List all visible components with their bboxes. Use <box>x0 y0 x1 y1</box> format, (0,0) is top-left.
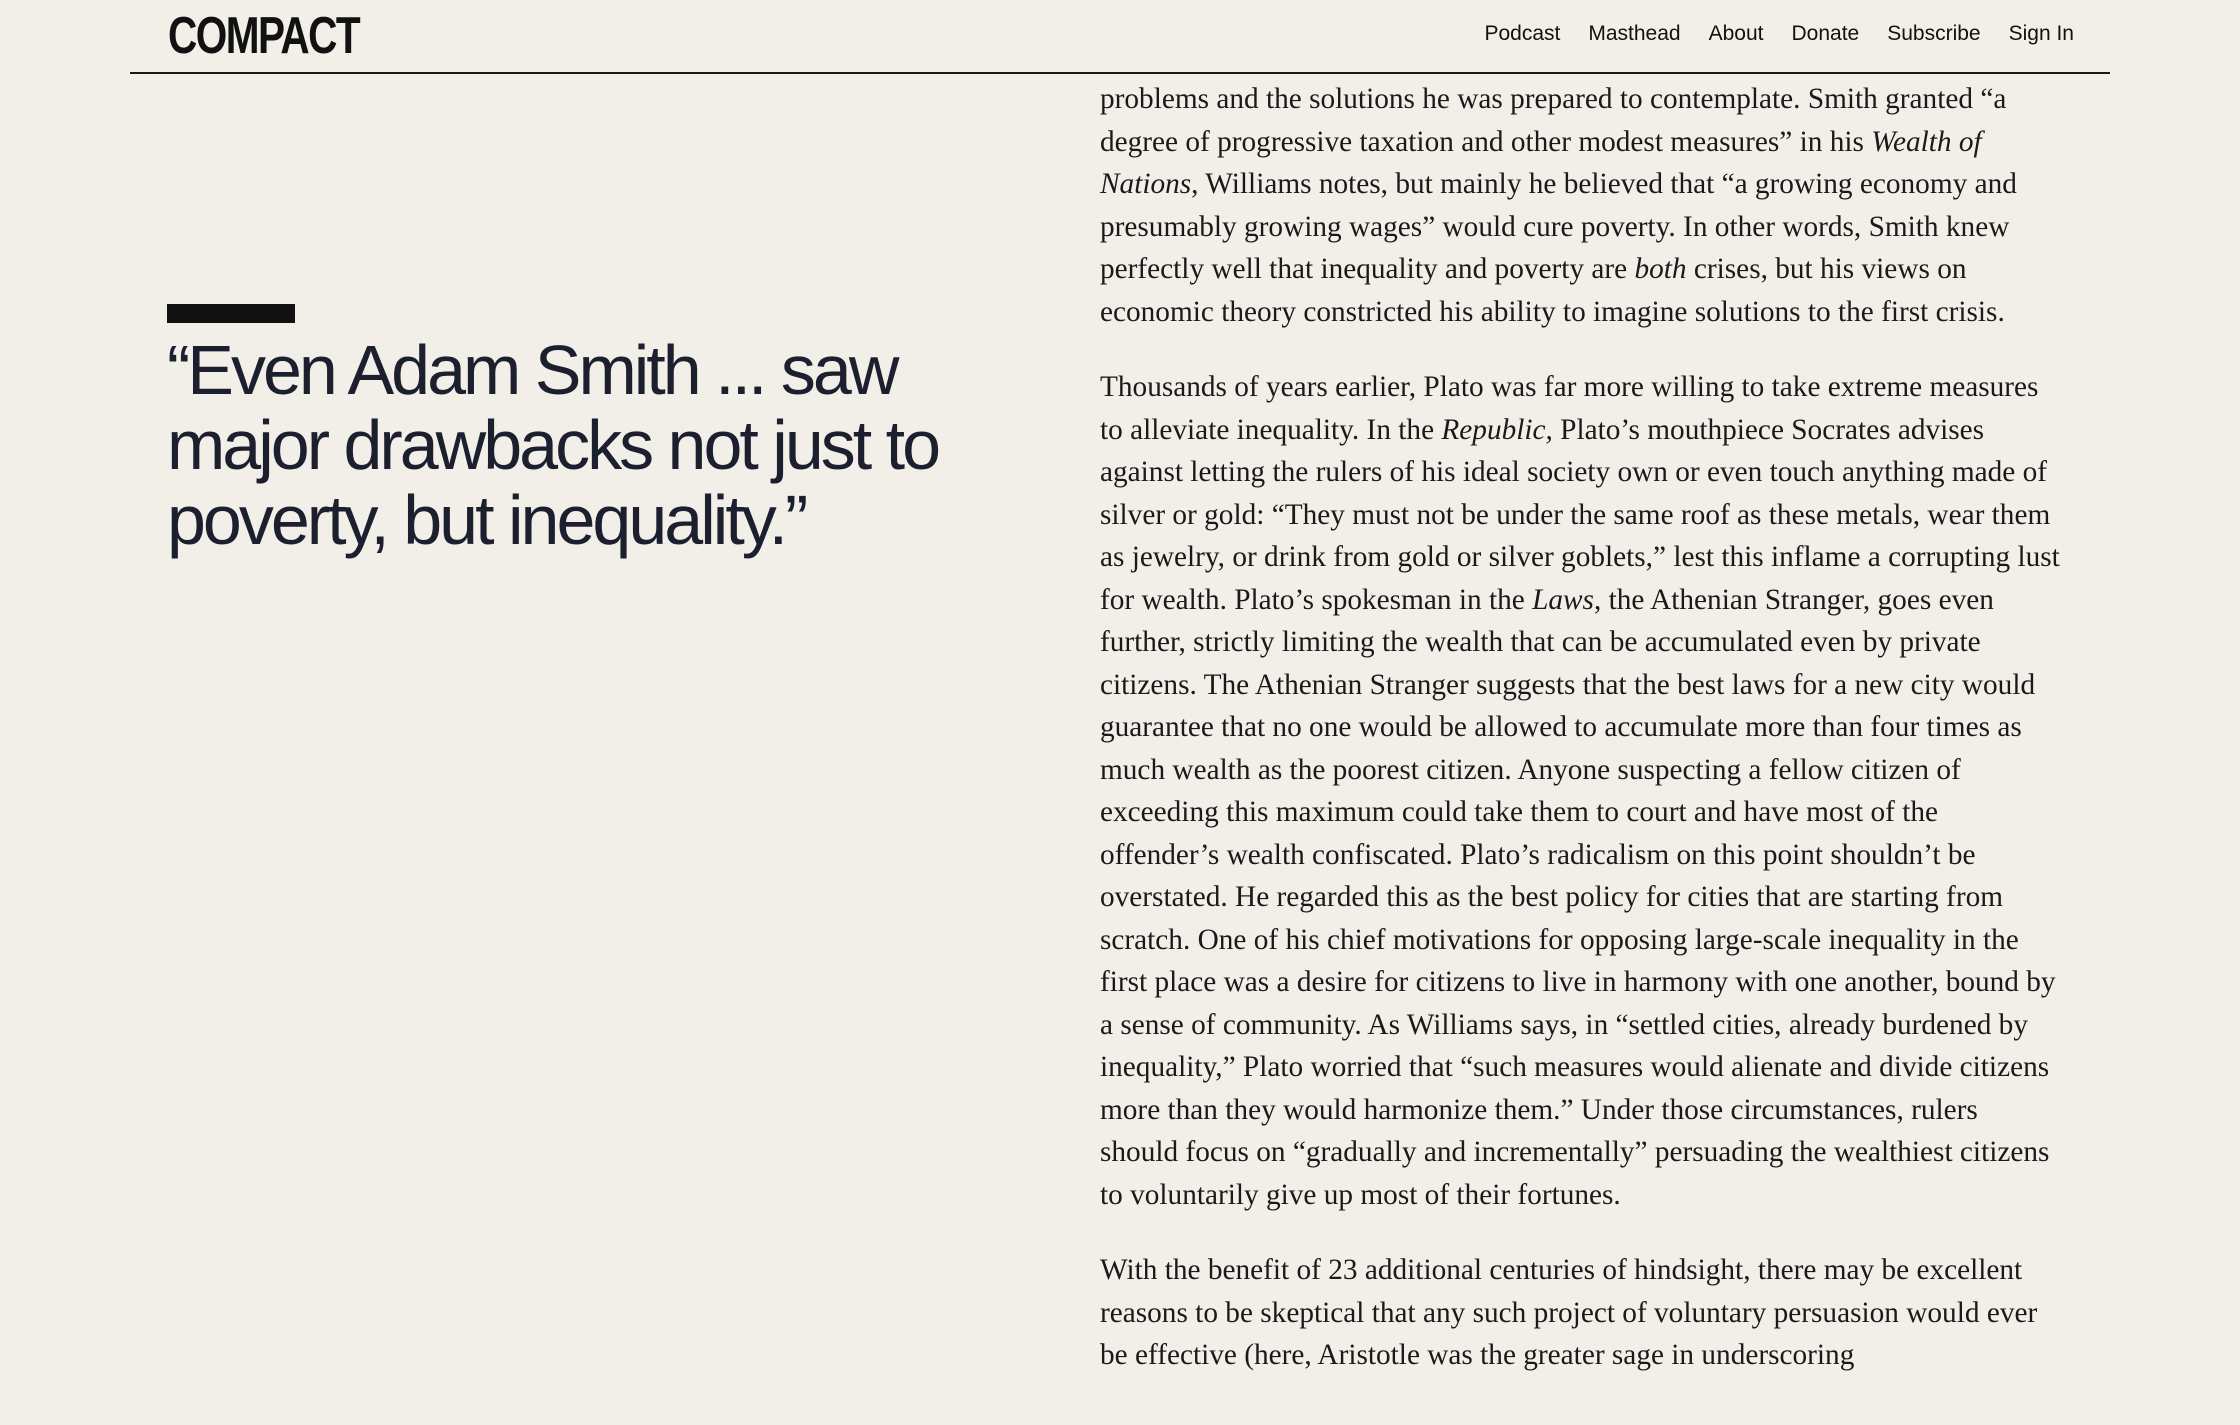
article-paragraph: With the benefit of 23 additional centuries of hindsight, there may be excellent reasons to be skeptical that any such project of voluntary persuasion would ever be effective (here, Aristotle was the greater sage in underscoring <box>1100 1254 2038 1371</box>
italic-text: Laws <box>1532 583 1594 616</box>
nav-about[interactable]: About <box>1708 22 1764 45</box>
italic-text: both <box>1634 253 1687 285</box>
pull-quote-text: “Even Adam Smith ... saw major drawbacks not just to poverty, but inequality.” <box>167 331 939 559</box>
main-nav <box>1484 22 2074 46</box>
nav-masthead[interactable]: Masthead <box>1588 22 1681 45</box>
italic-text: Republic, <box>1441 413 1553 446</box>
article-paragraph: problems and the solutions he was prepared to contemplate. Smith granted “a degree of progressive taxation and other modest measures” in his Wealth of Nations, Williams notes, but mainly he believed that “a growing economy and presumably growing wages” would cure poverty. In other words, Smith knew perfectly well that inequality and poverty are both crises, but his views on economic theory constricted his ability to imagine solutions to the first crisis. <box>1100 83 2017 328</box>
nav-subscribe[interactable]: Subscribe <box>1887 22 1981 45</box>
site-logo[interactable]: COMPACT <box>168 7 360 65</box>
article-body <box>1100 78 2060 1410</box>
italic-text: Wealth of Nations <box>1100 125 1982 200</box>
pull-quote <box>167 304 967 558</box>
site-header <box>130 0 2110 74</box>
nav-sign-in[interactable]: Sign In <box>2008 22 2074 45</box>
quote-accent-bar <box>167 304 295 323</box>
nav-donate[interactable]: Donate <box>1791 22 1860 45</box>
article-paragraph: Thousands of years earlier, Plato was far more willing to take extreme measures to alleviate inequality. In the Republic, Plato’s mouthpiece Socrates advises against letting the rulers of his ideal society own or even touch anything made of silver or gold: “They must not be under the same roof as these metals, wear them as jewelry, or drink from gold or silver goblets,” lest this inflame a corrupting lust for wealth. Plato’s spokesman in the Laws, the Athenian Stranger, goes even further, strictly limiting the wealth that can be accumulated even by private citizens. The Athenian Stranger suggests that the best laws for a new city would guarantee that no one would be allowed to accumulate more than four times as much wealth as the poorest citizen. Anyone suspecting a fellow citizen of exceeding this maximum could take them to court and have most of the offender’s wealth confiscated. Plato’s radicalism on this point shouldn’t be overstated. He regarded this as the best policy for cities that are starting from scratch. One of his chief motivations for opposing large-scale inequality in the first place was a desire for citizens to live in harmony with one another, bound by a sense of community. As Williams says, in “settled cities, already burdened by inequality,” Plato worried that “such measures would alienate and divide citizens more than they would harmonize them.” Under those circumstances, rulers should focus on “gradually and incrementally” persuading the wealthiest citizens to voluntarily give up most of their fortunes. <box>1100 371 2060 1211</box>
nav-podcast[interactable]: Podcast <box>1484 22 1561 45</box>
